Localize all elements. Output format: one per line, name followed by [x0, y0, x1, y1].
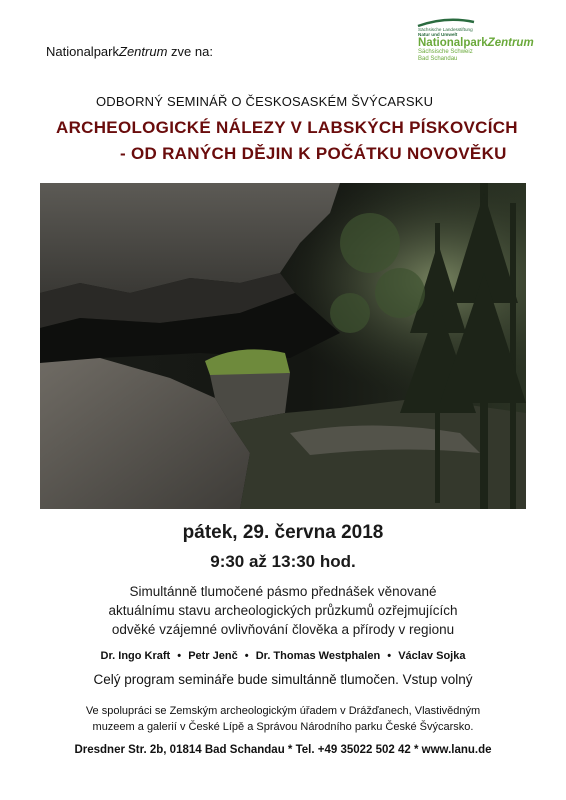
logo-swoosh-icon — [416, 18, 476, 28]
event-time: 9:30 až 13:30 hod. — [210, 552, 356, 571]
invite-italic: Zentrum — [119, 44, 168, 59]
nationalpark-zentrum-logo — [412, 18, 532, 78]
sandstone-cave-photo — [40, 183, 526, 509]
logo-brand: NationalparkZentrum — [418, 37, 534, 49]
invite-line — [46, 44, 213, 59]
description-line: Simultánně tlumočené pásmo přednášek věnované — [129, 584, 437, 599]
speaker: Dr. Ingo Kraft — [100, 650, 171, 662]
bullet-icon: • — [177, 650, 182, 662]
logo-sub2: Bad Schandau — [418, 56, 458, 62]
logo-sub1: Sächsische Schweiz — [418, 49, 473, 55]
cooperation-line: muzeem a galerií v České Lípě a Správou Národního parku České Švýcarsko. — [92, 721, 474, 733]
contact-address: Dresdner Str. 2b, 01814 Bad Schandau * Tel. +49 35022 502 42 * www.lanu.de — [74, 744, 492, 756]
speaker: Václav Sojka — [398, 650, 466, 662]
logo-line1: Sächsische Landesstiftung — [418, 27, 473, 32]
event-description — [0, 582, 566, 639]
cooperation-note — [0, 703, 566, 735]
title-line-2: - OD RANÝCH DĚJIN K POČÁTKU NOVOVĚKU — [120, 144, 507, 163]
speaker: Petr Jenč — [188, 650, 238, 662]
speaker: Dr. Thomas Westphalen — [255, 650, 381, 662]
speakers-list — [0, 650, 566, 662]
invite-suffix: zve na: — [167, 44, 213, 59]
description-line: aktuálnímu stavu archeologických průzkumů ozřejmujících — [108, 603, 458, 618]
description-line: odvěké vzájemné ovlivňování člověka a přírody v regionu — [111, 622, 455, 637]
invite-prefix: Nationalpark — [46, 44, 119, 59]
seminar-heading: ODBORNÝ SEMINÁŘ O ČESKOSASKÉM ŠVÝCARSKU — [96, 94, 434, 109]
bullet-icon: • — [244, 650, 249, 662]
event-date: pátek, 29. června 2018 — [182, 522, 384, 543]
cooperation-line: Ve spolupráci se Zemským archeologickým úřadem v Drážďanech, Vlastivědným — [85, 705, 481, 717]
program-note: Celý program semináře bude simultánně tlumočen. Vstup volný — [93, 672, 473, 687]
bullet-icon: • — [387, 650, 392, 662]
logo-line2: Natur und Umwelt — [418, 32, 458, 37]
title-line-1: ARCHEOLOGICKÉ NÁLEZY V LABSKÝCH PÍSKOVCÍCH — [56, 118, 518, 137]
